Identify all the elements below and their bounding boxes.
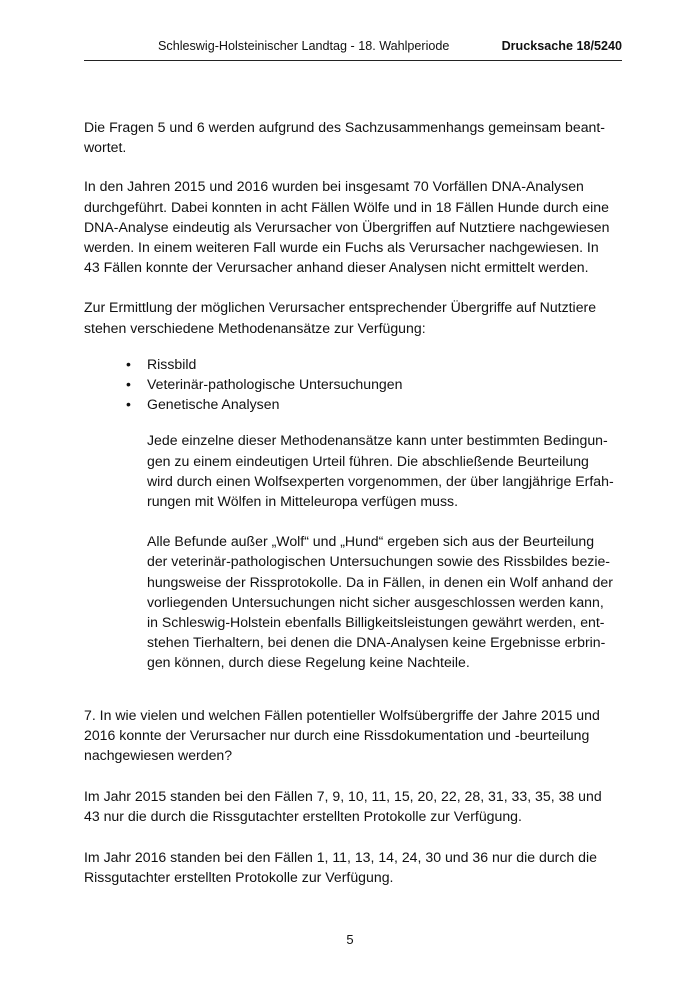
text-line: gen können, durch diese Regelung keine Nachteile. — [147, 654, 470, 671]
text-line: werden. In einem weiteren Fall wurde ein Fuchs als Verursacher nachgewiesen. In — [84, 239, 599, 256]
answer-2016 — [84, 847, 622, 887]
text-line: 43 Fällen konnte der Verursacher anhand dieser Analysen nicht ermittelt werden. — [84, 259, 589, 276]
text-line: vorliegenden Untersuchungen nicht sicher ausgeschlossen werden kann, — [147, 593, 604, 610]
text-line: Im Jahr 2015 standen bei den Fällen 7, 9, 10, 11, 15, 20, 22, 28, 31, 33, 35, 38 und — [84, 788, 602, 805]
document-number: Drucksache 18/5240 — [501, 39, 622, 53]
text-line: gen zu einem eindeutigen Urteil führen. Die abschließende Beurteilung — [147, 452, 589, 469]
methods-list — [84, 354, 622, 415]
bullet-icon: • — [126, 376, 131, 393]
text-line: 43 nur die durch die Rissgutachter erstellten Protokolle zur Verfügung. — [84, 808, 522, 825]
paragraph-findings — [147, 531, 623, 672]
header-divider — [84, 60, 622, 61]
text-line: 7. In wie vielen und welchen Fällen potentieller Wolfsübergriffe der Jahre 2015 und — [84, 706, 600, 723]
text-line: in Schleswig-Holstein ebenfalls Billigkeitsleistungen gewährt werden, ent- — [147, 614, 605, 631]
text-line: hungsweise der Rissprotokolle. Da in Fällen, in denen ein Wolf anhand der — [147, 573, 613, 590]
text-line: der veterinär-pathologischen Untersuchungen sowie des Rissbildes bezie- — [147, 553, 611, 570]
paragraph-dna-analyses — [84, 176, 622, 277]
paragraph-methods-intro — [84, 297, 622, 337]
text-line: Rissgutachter erstellten Protokolle zur Verfügung. — [84, 868, 394, 885]
list-item-label: Rissbild — [147, 355, 197, 372]
paragraph-assessment — [147, 430, 623, 511]
text-line: 2016 konnte der Verursacher nur durch eine Rissdokumentation und -beurteilung — [84, 726, 590, 743]
text-line: Alle Befunde außer „Wolf“ und „Hund“ ergeben sich aus der Beurteilung — [147, 533, 595, 550]
text-line: durchgeführt. Dabei konnten in acht Fällen Wölfe und in 18 Fällen Hunde durch eine — [84, 198, 609, 215]
text-line: nachgewiesen werden? — [84, 747, 233, 764]
list-item-label: Veterinär-pathologische Untersuchungen — [147, 376, 403, 393]
document-body — [84, 117, 622, 887]
header-title: Schleswig-Holsteinischer Landtag - 18. Wahlperiode — [158, 39, 450, 53]
list-item — [84, 354, 622, 374]
list-item — [84, 374, 622, 394]
text-line: Jede einzelne dieser Methodenansätze kann unter bestimmten Bedingun- — [147, 432, 608, 449]
answer-2015 — [84, 786, 622, 826]
bullet-icon: • — [126, 396, 131, 413]
question-7 — [84, 705, 622, 766]
text-line: Die Fragen 5 und 6 werden aufgrund des Sachzusammenhangs gemeinsam beant- — [84, 119, 606, 135]
page-header — [84, 39, 622, 59]
paragraph-intro — [84, 117, 622, 157]
text-line: In den Jahren 2015 und 2016 wurden bei insgesamt 70 Vorfällen DNA-Analysen — [84, 178, 584, 195]
text-line: DNA-Analyse eindeutig als Verursacher von Übergriffen auf Nutztiere nachgewiesen — [84, 218, 610, 235]
text-line: rungen mit Wölfen in Mitteleuropa verfügen muss. — [147, 493, 458, 510]
text-line: Zur Ermittlung der möglichen Verursacher entsprechender Übergriffe auf Nutztiere — [84, 299, 597, 316]
text-line: stehen verschiedene Methodenansätze zur Verfügung: — [84, 319, 426, 336]
page-number: 5 — [346, 932, 354, 947]
bullet-icon: • — [126, 355, 131, 372]
list-item-label: Genetische Analysen — [147, 396, 280, 413]
list-item — [84, 394, 622, 414]
text-line: stehen Tierhaltern, bei denen die DNA-Analysen keine Ergebnisse erbrin- — [147, 634, 606, 651]
text-line: Im Jahr 2016 standen bei den Fällen 1, 11, 13, 14, 24, 30 und 36 nur die durch die — [84, 848, 597, 865]
text-line: wird durch einen Wolfsexperten vorgenommen, der über langjährige Erfah- — [147, 472, 614, 489]
text-line: wortet. — [84, 139, 127, 156]
